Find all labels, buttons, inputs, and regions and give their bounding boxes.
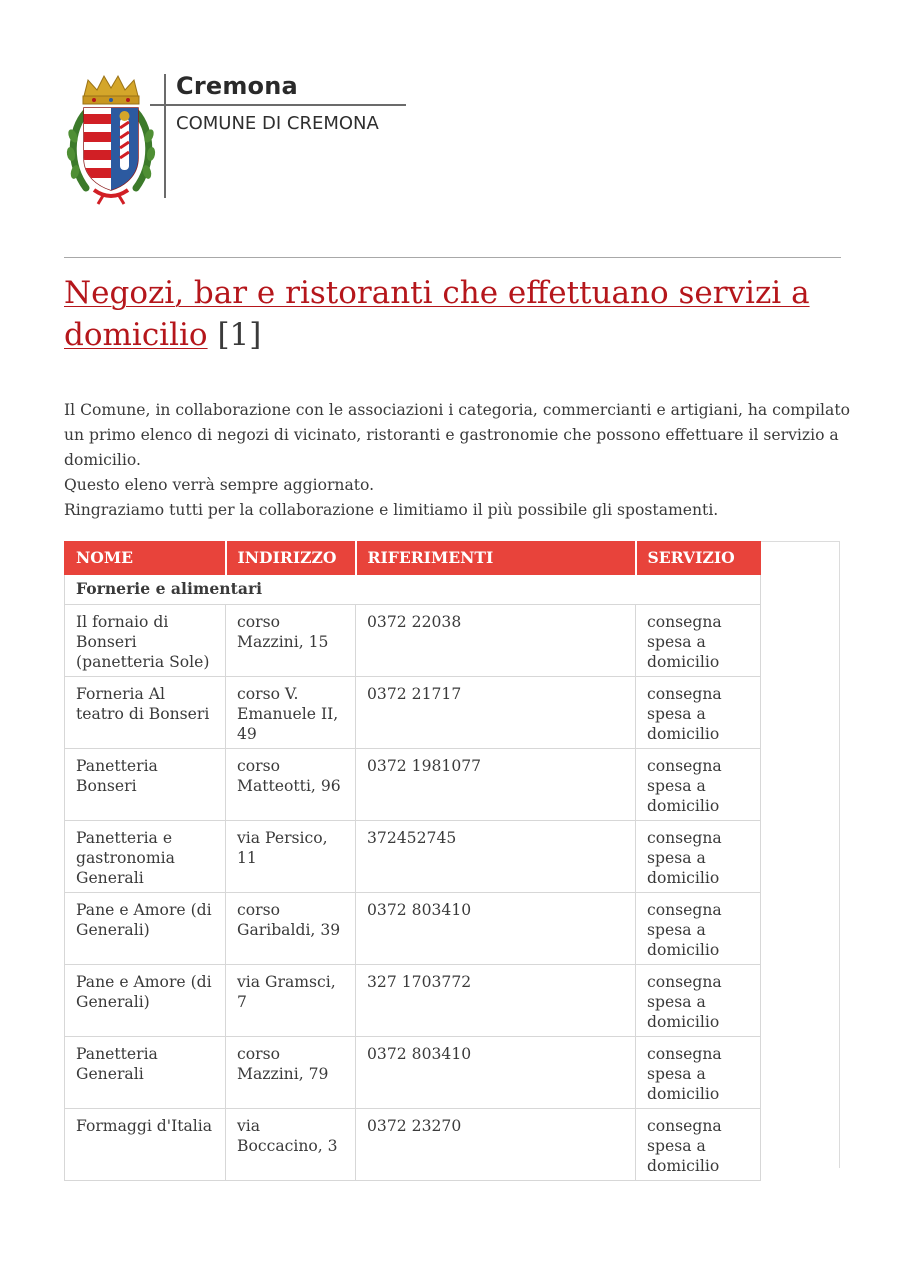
cell-servizio: consegna spesa a domicilio [636,965,761,1037]
cell-indirizzo: via Gramsci, 7 [226,965,356,1037]
footnote-ref: [1] [217,317,262,353]
cell-nome: Il fornaio di Bonseri (panetteria Sole) [65,605,226,677]
table-row [65,821,761,893]
cell-riferimenti: 0372 21717 [356,677,636,749]
logo-divider-vertical [164,74,166,198]
cell-indirizzo: corso Matteotti, 96 [226,749,356,821]
cell-indirizzo: corso Garibaldi, 39 [226,893,356,965]
column-header-nome: NOME [65,542,226,575]
column-header-indirizzo: INDIRIZZO [226,542,356,575]
column-header-riferimenti: RIFERIMENTI [356,542,636,575]
cell-servizio: consegna spesa a domicilio [636,1109,761,1181]
cell-nome: Panetteria e gastronomia Generali [65,821,226,893]
cell-servizio: consegna spesa a domicilio [636,605,761,677]
page-title-link[interactable]: Negozi, bar e ristoranti che effettuano servizi a domicilio [64,275,810,353]
cell-indirizzo: via Persico, 11 [226,821,356,893]
cell-riferimenti: 0372 23270 [356,1109,636,1181]
cell-indirizzo: corso V. Emanuele II, 49 [226,677,356,749]
cell-riferimenti: 0372 803410 [356,893,636,965]
cell-indirizzo: via Boccacino, 3 [226,1109,356,1181]
table-row [65,1109,761,1181]
cell-riferimenti: 372452745 [356,821,636,893]
table-row [65,605,761,677]
cell-servizio: consegna spesa a domicilio [636,1037,761,1109]
cell-nome: Forneria Al teatro di Bonseri [65,677,226,749]
cell-riferimenti: 0372 1981077 [356,749,636,821]
column-header-servizio: SERVIZIO [636,542,761,575]
intro-text [64,398,854,523]
intro-line-thanks: Ringraziamo tutti per la collaborazione e limitiamo il più possibile gli spostamenti. [64,501,719,519]
cell-indirizzo: corso Mazzini, 15 [226,605,356,677]
table-header-row [65,542,761,575]
cell-servizio: consegna spesa a domicilio [636,821,761,893]
cell-riferimenti: 327 1703772 [356,965,636,1037]
intro-paragraph: Il Comune, in collaborazione con le associazioni i categoria, commercianti e artigiani, ha compilato un primo elenco di negozi di vicinato, ristoranti e gastronomie che possono effettuare il servizio a domicilio. [64,401,850,469]
cell-nome: Panetteria Bonseri [65,749,226,821]
site-header [64,70,409,205]
cell-riferimenti: 0372 803410 [356,1037,636,1109]
cell-nome: Formaggi d'Italia [65,1109,226,1181]
cell-nome: Pane e Amore (di Generali) [65,893,226,965]
cell-indirizzo: corso Mazzini, 79 [226,1037,356,1109]
cell-servizio: consegna spesa a domicilio [636,749,761,821]
intro-line-update: Questo eleno verrà sempre aggiornato. [64,476,375,494]
cell-nome: Pane e Amore (di Generali) [65,965,226,1037]
cell-riferimenti: 0372 22038 [356,605,636,677]
cell-nome: Panetteria Generali [65,1037,226,1109]
table-row [65,749,761,821]
cell-servizio: consegna spesa a domicilio [636,677,761,749]
page-title [64,272,854,356]
table-row [65,893,761,965]
logo-city-name: Cremona [176,72,298,100]
cell-servizio: consegna spesa a domicilio [636,893,761,965]
logo-divider-horizontal [150,104,406,106]
logo-subtitle: COMUNE DI CREMONA [176,113,379,134]
table-row [65,965,761,1037]
shops-table [64,541,761,1181]
coat-of-arms-icon [64,72,158,206]
header-divider [64,257,841,258]
table-row [65,677,761,749]
category-row [65,575,761,605]
category-label: Fornerie e alimentari [65,575,761,605]
table-row [65,1037,761,1109]
